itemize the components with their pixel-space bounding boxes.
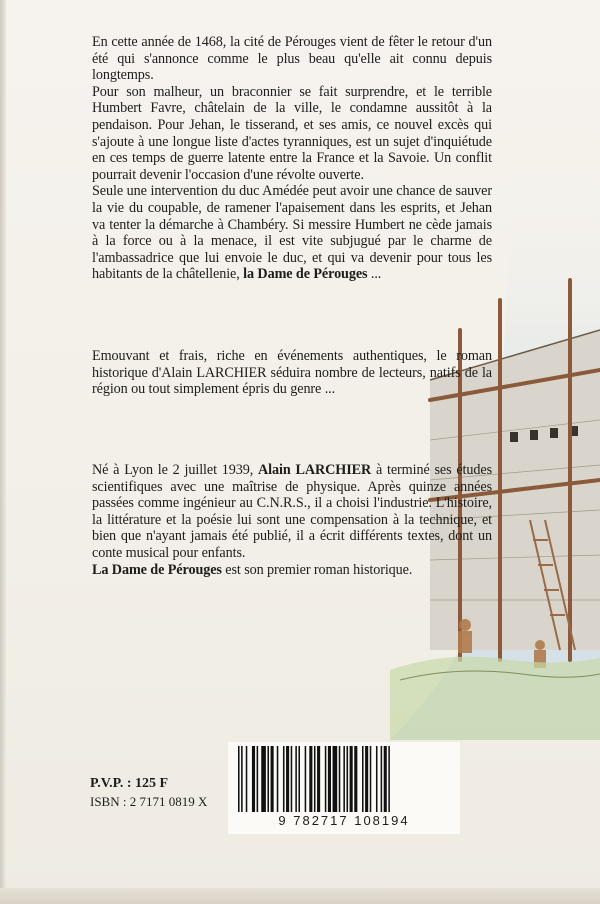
synopsis-text	[92, 34, 492, 283]
review-paragraph: Emouvant et frais, riche en événements authentiques, le roman historique d'Alain LARCHIER séduira nombre de lecteurs, natifs de la région ou tout simplement épris du genre ...	[92, 348, 492, 398]
bio-closing-text: est son premier roman historique.	[221, 561, 413, 578]
cover-left-edge	[0, 0, 6, 904]
barcode-number: 9 782717 108194	[278, 813, 410, 828]
synopsis-paragraph-1: En cette année de 1468, la cité de Pérouges vient de fêter le retour d'un été qui s'annonce comme le plus beau qu'elle ait connu depuis longtemps.	[92, 34, 492, 84]
barcode	[228, 742, 460, 834]
barcode-bars	[238, 746, 450, 812]
synopsis-paragraph-2: Pour son malheur, un braconnier se fait surprendre, et le terrible Humbert Favre, châtelain de la ville, le condamne aussitôt à la pendaison. Pour Jehan, le tisserand, et ses amis, ce nouvel excès qui s'ajoute à une longue liste d'actes tyranniques, est un sujet d'inquiétude en ces temps de guerre latente entre la France et la Savoie. Un conflit pourrait devenir l'occasion d'une révolte ouverte.	[92, 83, 492, 183]
author-bio	[92, 462, 492, 578]
synopsis-paragraph-3-text: Seule une intervention du duc Amédée peut avoir une chance de sauver la vie du coupable, de ramener l'apaisement dans les esprits, et Jehan va tenter la démarche à Chambéry. Si messire Humbert ne cède jamais à la force ou à la menace, il est vite subjugué par le charme de l'ambassadrice que lui envoie le duc, et qui va devenir pour tous les habitants de la châtellenie,	[92, 183, 492, 283]
synopsis-paragraph-3	[92, 183, 492, 283]
price-label: P.V.P. : 125 F	[90, 776, 169, 791]
author-bio-paragraph	[92, 462, 492, 562]
bio-start: Né à Lyon le 2 juillet 1939,	[92, 462, 259, 478]
cover-bottom-edge	[0, 888, 600, 904]
isbn-label: ISBN : 2 7171 0819 X	[90, 794, 208, 809]
author-name: Alain LARCHIER	[258, 462, 372, 478]
bio-closing-paragraph	[92, 562, 492, 579]
bio-rest: à terminé ses études scientifiques avec une maîtrise de physique. Après quinze années passées comme ingénieur au C.N.R.S., il a choisi l'industrie. L'histoire, la littérature et la poésie lui sont une compensation à la technique, et bien que n'ayant jamais été publié, il a écrit différents textes, dont un conte musical pour enfants.	[92, 462, 492, 561]
synopsis-ellipsis: ...	[367, 266, 382, 283]
review-text	[92, 348, 492, 398]
book-title-bio: La Dame de Pérouges	[92, 561, 222, 578]
price-info	[90, 776, 207, 810]
book-title-inline: la Dame de Pérouges	[243, 266, 368, 283]
